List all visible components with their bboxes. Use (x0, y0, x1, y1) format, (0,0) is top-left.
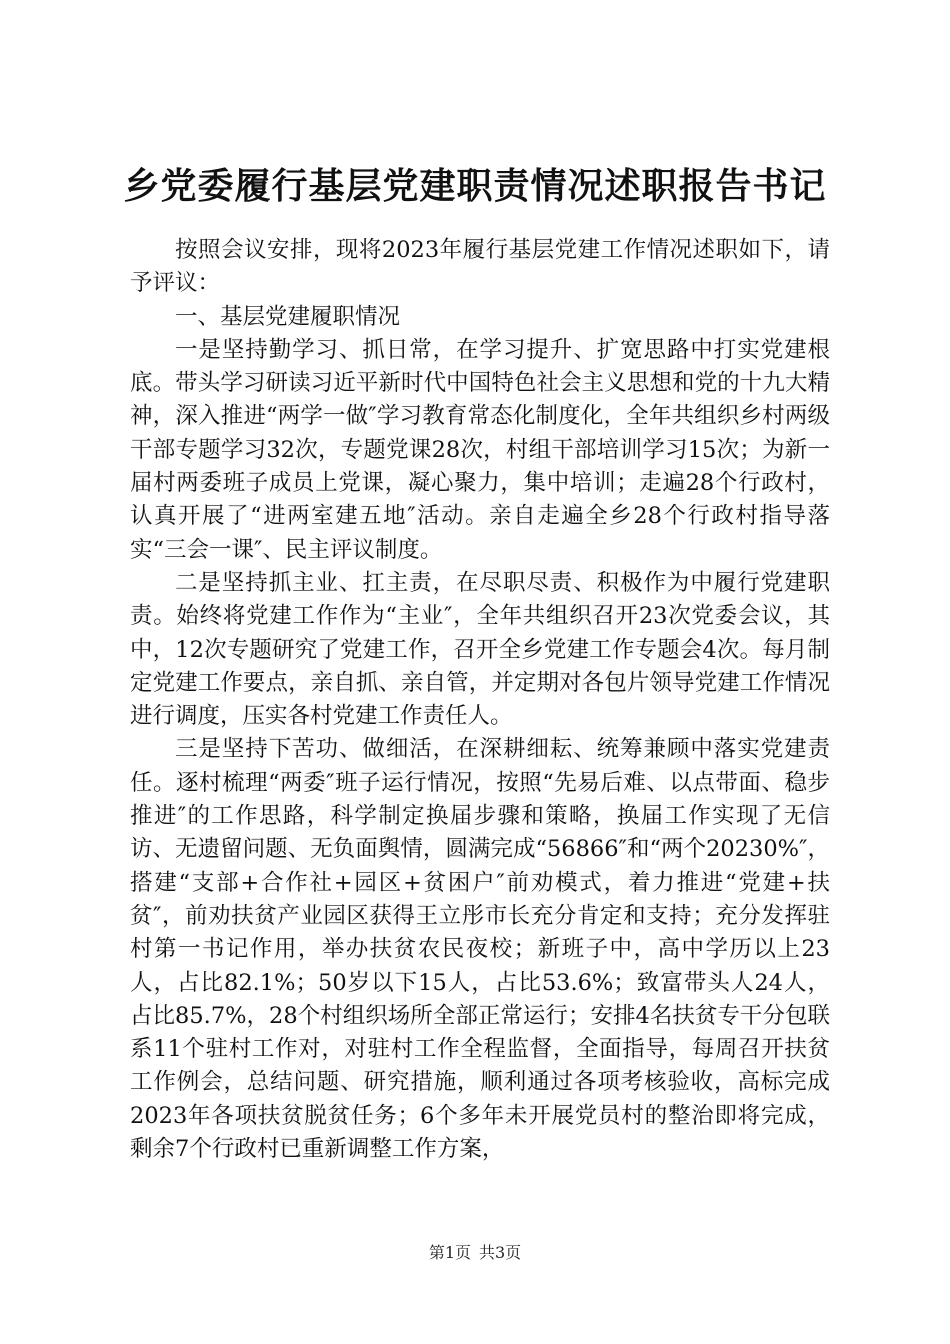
document-title: 乡党委履行基层党建职责情况述职报告书记 (123, 165, 827, 207)
section-heading: 一、基层党建履职情况 (175, 303, 401, 330)
page-total: 共3页 (479, 1243, 522, 1262)
page-number: 第1页 (428, 1243, 471, 1262)
document-body (130, 234, 830, 1166)
paragraph-point-three: 三是坚持下苦功、做细活，在深耕细耘、统筹兼顾中落实党建责任。逐村梳理“两委″班子运行情况，按照“先易后难、以点带面、稳步推进″的工作思路，科学制定换届步骤和策略，换届工作实现了无信访、无遗留问题、无负面舆情，圆满完成“56866″和“两个20230%″，搭建“支部+合作社+园区+贫困户″前劝模式，着力推进“党建+扶贫″，前劝扶贫产业园区获得王立彤市长充分肯定和支持；充分发挥驻村第一书记作用，举办扶贫农民夜校；新班子中，高中学历以上23人，占比82.1%；50岁以下15人，占比53.6%；致富带头人24人，占比85.7%，28个村组织场所全部正常运行；安排4名扶贫专干分包联系11个驻村工作对，对驻村工作全程监督，全面指导，每周召开扶贫工作例会，总结问题、研究措施，顺利通过各项考核验收，高标完成2023年各项扶贫脱贫任务；6个多年未开展党员村的整治即将完成，剩余7个行政村已重新调整工作方案， (130, 736, 830, 1163)
page-footer (0, 1240, 950, 1263)
paragraph-point-one: 一是坚持勤学习、抓日常，在学习提升、扩宽思路中打实党建根底。带头学习研读习近平新时代中国特色社会主义思想和党的十九大精神，深入推进“两学一做″学习教育常态化制度化，全年共组织乡村两级干部专题学习32次，专题党课28次，村组干部培训学习15次；为新一届村两委班子成员上党课，凝心聚力，集中培训；走遍28个行政村，认真开展了“进两室建五地″活动。亲自走遍全乡28个行政村指导落实“三会一课″、民主评议制度。 (130, 336, 830, 563)
paragraph-intro: 按照会议安排，现将2023年履行基层党建工作情况述职如下，请予评议： (130, 237, 830, 297)
paragraph-point-two: 二是坚持抓主业、扛主责，在尽职尽责、积极作为中履行党建职责。始终将党建工作作为“主业″，全年共组织召开23次党委会议，其中，12次专题研究了党建工作，召开全乡党建工作专题会4次。每月制定党建工作要点，亲自抓、亲自管，并定期对各包片领导党建工作情况进行调度，压实各村党建工作责任人。 (130, 569, 830, 730)
